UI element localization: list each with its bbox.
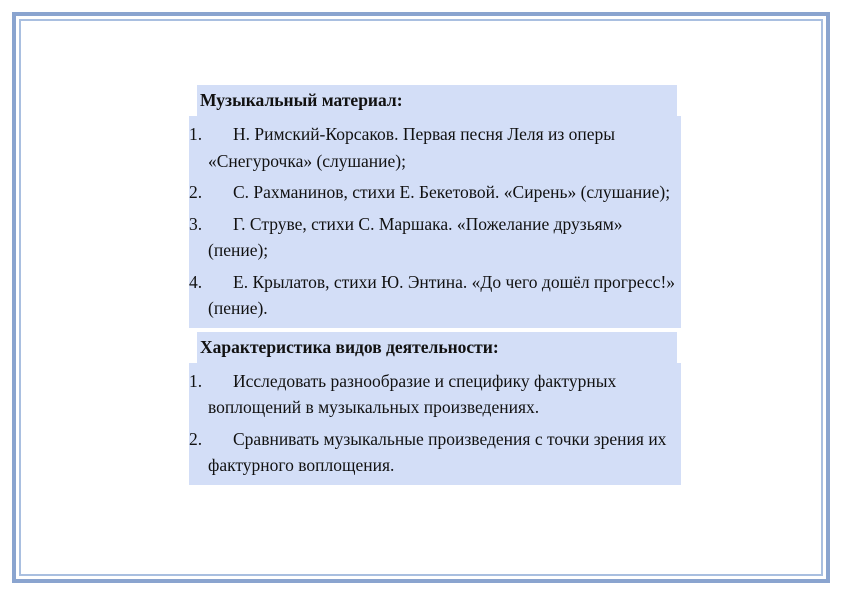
list-item-number: 2. [189,182,203,202]
list-item-number: 1. [189,370,203,391]
list-item-text: Исследовать разнообразие и специфику фактурных воплощений в музыкальных произведениях. [208,370,617,417]
list-item-text: Е. Крылатов, стихи Ю. Энтина. «До чего дошёл прогресс!» (пение). [208,271,676,318]
list-item-number: 3. [189,213,203,234]
list-item [189,426,677,479]
section-title-activity-characteristics: Характеристика видов деятельности: [197,332,677,363]
activity-characteristics-list [189,363,681,485]
list-item [189,269,677,322]
slide-content [189,85,681,489]
list-item [189,179,677,206]
list-item [189,368,677,421]
list-item [189,211,677,264]
list-item-text: Сравнивать музыкальные произведения с точки зрения их фактурного воплощения. [208,428,667,475]
list-item-text: С. Рахманинов, стихи Е. Бекетовой. «Сирень» (слушание); [233,182,671,202]
list-item-number: 4. [189,271,203,292]
section-title-music-material: Музыкальный материал: [197,85,677,116]
list-item-number: 2. [189,428,203,449]
list-item [189,121,677,174]
list-item-text: Н. Римский-Корсаков. Первая песня Леля из оперы «Снегурочка» (слушание); [208,124,616,171]
list-item-number: 1. [189,124,203,144]
music-material-list [189,116,681,328]
list-item-text: Г. Струве, стихи С. Маршака. «Пожелание друзьям» (пение); [208,213,623,260]
